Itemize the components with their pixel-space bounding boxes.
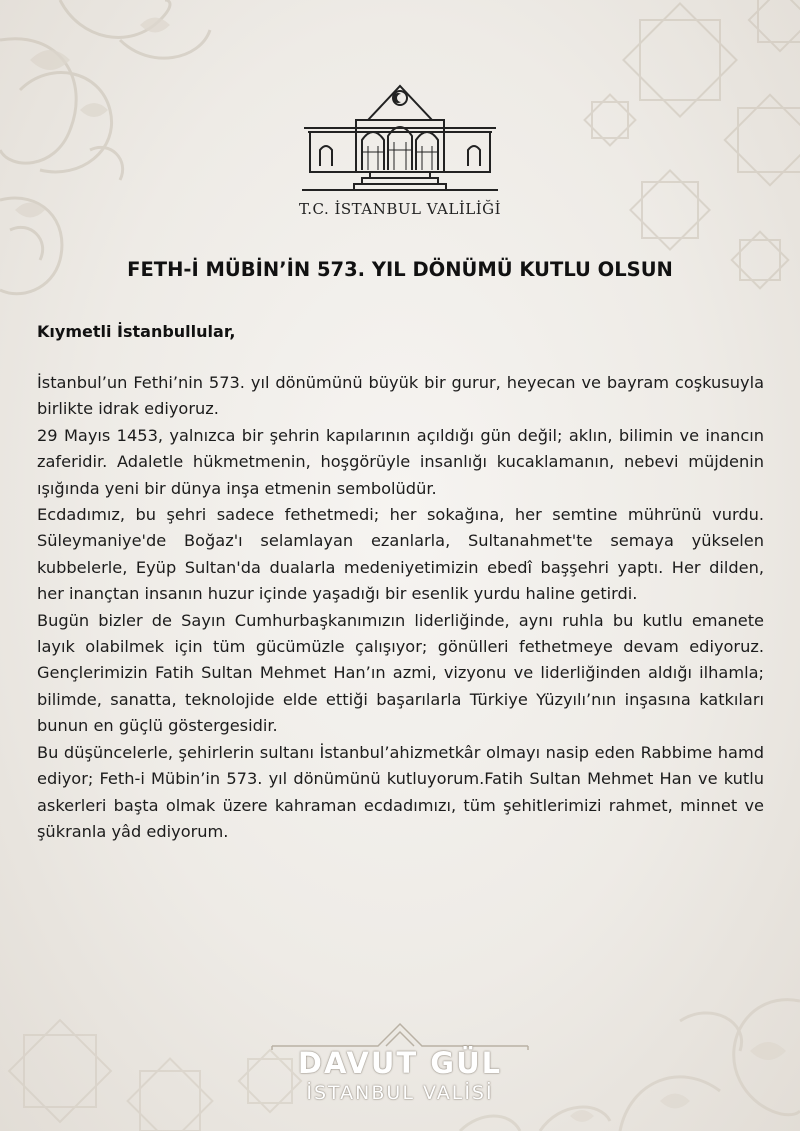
signature-block [268,1016,532,1116]
paragraph: Bu düşüncelerle, şehirlerin sultanı İstanbul’ahizmetkâr olmayı nasip eden Rabbime hamd ediyor; Feth-i Mübin’in 573. yıl dönümünü kutluyorum.Fatih Sultan Mehmet Han ve kutlu askerleri başta olmak üzere kahraman ecdadımızı, tüm şehitlerimizi rahmet, minnet ve şükranla yâd ediyorum. [37,742,764,841]
greeting: Kıymetli İstanbullular, [37,322,236,341]
governorship-building-icon [298,78,502,196]
governorship-emblem [298,78,502,223]
paragraph: Bugün bizler de Sayın Cumhurbaşkanımızın liderliğinde, aynı ruhla bu kutlu emanete layık olabilmek için tüm gücümüzle çalışıyor; gönülleri fethetmeye devam ediyoruz. Gençlerimizin Fatih Sultan Mehmet Han’ın azmi, vizyonu ve liderliğinden aldığı ilhamla; bilimde, sanatta, teknolojide elde ettiği başarılarla Türkiye Yüzyılı’nın inşasına katkıları bunun en güçlü göstergesidir. [37,610,764,736]
paragraph: İstanbul’un Fethi’nin 573. yıl dönümünü büyük bir gurur, heyecan ve bayram coşkusuyla birlikte idrak ediyoruz. [37,373,764,419]
signature-name: DAVUT GÜL [297,1046,503,1080]
arabesque-ornament-top-left [0,0,320,300]
emblem-caption: T.C. İSTANBUL VALİLİĞİ [298,200,502,218]
message-body [37,370,764,845]
signature-title: İSTANBUL VALİSİ [306,1082,494,1104]
page-title: FETH-İ MÜBİN’İN 573. YIL DÖNÜMÜ KUTLU OLSUN [127,258,673,281]
paragraph: 29 Mayıs 1453, yalnızca bir şehrin kapılarının açıldığı gün değil; aklın, bilimin ve inancın zaferidir. Adaletle hükmetmenin, hoşgörüyle insanlığı kucaklamanın, nebevi müjdenin ışığında yeni bir dünya inşa etmenin sembolüdür. [37,425,764,498]
geometric-star-ornament-top-right [570,0,800,300]
paragraph: Ecdadımız, bu şehri sadece fethetmedi; her sokağına, her semtine mührünü vurdu. Süleymaniye'de Boğaz'ı selamlayan ezanlarla, Sultanahmet'te semaya yükselen kubbelerle, Eyüp Sultan'da dualarla medeniyetimizin ebedî başşehri yaptı. Her dilden, her inançtan insanın huzur içinde yaşadığı bir esenlik yurdu haline getirdi. [37,505,764,604]
